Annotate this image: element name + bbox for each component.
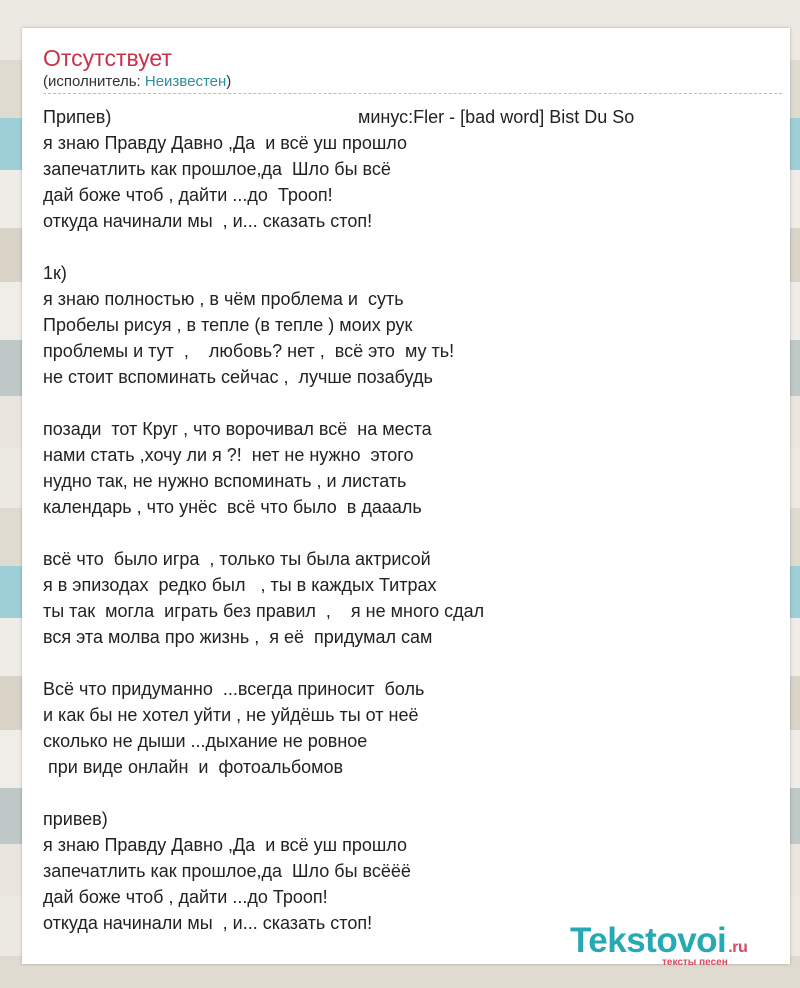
minus-note: минус:Fler - [bad word] Bist Du So bbox=[358, 107, 635, 127]
lyric-line: я знаю Правду Давно ,Да и всё уш прошло bbox=[43, 835, 407, 855]
lyrics-text bbox=[43, 104, 783, 936]
lyric-line: привев) bbox=[43, 809, 108, 829]
lyric-line: вся эта молва про жизнь , я её придумал сам bbox=[43, 627, 433, 647]
lyric-line: ты так могла играть без правил , я не много сдал bbox=[43, 601, 485, 621]
lyric-line: Пробелы рисуя , в тепле (в тепле ) моих рук bbox=[43, 315, 413, 335]
lyric-line: нудно так, не нужно вспоминать , и листать bbox=[43, 471, 407, 491]
lyric-line bbox=[43, 520, 783, 546]
lyric-line: запечатлить как прошлое,да Шло бы всё bbox=[43, 159, 391, 179]
lyric-line: Всё что придуманно ...всегда приносит боль bbox=[43, 679, 425, 699]
tekstovoi-logo[interactable] bbox=[570, 921, 780, 967]
artist-line bbox=[43, 72, 231, 92]
lyric-line: Припев) bbox=[43, 107, 112, 127]
lyric-line: сколько не дыши ...дыхание не ровное bbox=[43, 731, 368, 751]
lyric-line bbox=[43, 234, 783, 260]
lyric-line: откуда начинали мы , и... сказать стоп! bbox=[43, 211, 373, 231]
lyric-line: дай боже чтоб , дайти ...до Трооп! bbox=[43, 185, 333, 205]
lyric-line: и как бы не хотел уйти , не уйдёшь ты от неё bbox=[43, 705, 419, 725]
lyric-line bbox=[43, 650, 783, 676]
lyric-line: я в эпизодах редко был , ты в каждых Титрах bbox=[43, 575, 437, 595]
logo-tagline: тексты песен bbox=[662, 957, 728, 968]
song-title: Отсутствует bbox=[43, 45, 172, 71]
lyric-line bbox=[43, 780, 783, 806]
lyric-line bbox=[43, 390, 783, 416]
lyric-line: календарь , что унёс всё что было в даааль bbox=[43, 497, 422, 517]
artist-suffix: ) bbox=[226, 73, 232, 90]
lyric-line: проблемы и тут , любовь? нет , всё это му ть! bbox=[43, 341, 455, 361]
lyric-line: откуда начинали мы , и... сказать стоп! bbox=[43, 913, 373, 933]
artist-link[interactable]: Неизвестен bbox=[144, 73, 227, 90]
lyric-line: нами стать ,хочу ли я ?! нет не нужно этого bbox=[43, 445, 414, 465]
lyric-line: я знаю Правду Давно ,Да и всё уш прошло bbox=[43, 133, 407, 153]
logo-main-text: Tekstovoi bbox=[570, 921, 727, 960]
logo-tld: .ru bbox=[728, 939, 748, 956]
lyric-line: я знаю полностью , в чём проблема и суть bbox=[43, 289, 404, 309]
header-divider bbox=[43, 93, 782, 94]
lyric-line: при виде онлайн и фотоальбомов bbox=[43, 757, 344, 777]
lyric-line: всё что было игра , только ты была актрисой bbox=[43, 549, 431, 569]
lyrics-card bbox=[22, 28, 790, 968]
lyric-line: позади тот Круг , что ворочивал всё на места bbox=[43, 419, 432, 439]
lyric-line: не стоит вспоминать сейчас , лучше позабудь bbox=[43, 367, 433, 387]
lyric-line: запечатлить как прошлое,да Шло бы всёёё bbox=[43, 861, 411, 881]
lyric-line: дай боже чтоб , дайти ...до Трооп! bbox=[43, 887, 328, 907]
artist-prefix: (исполнитель: bbox=[43, 73, 145, 90]
lyric-line: 1к) bbox=[43, 263, 67, 283]
